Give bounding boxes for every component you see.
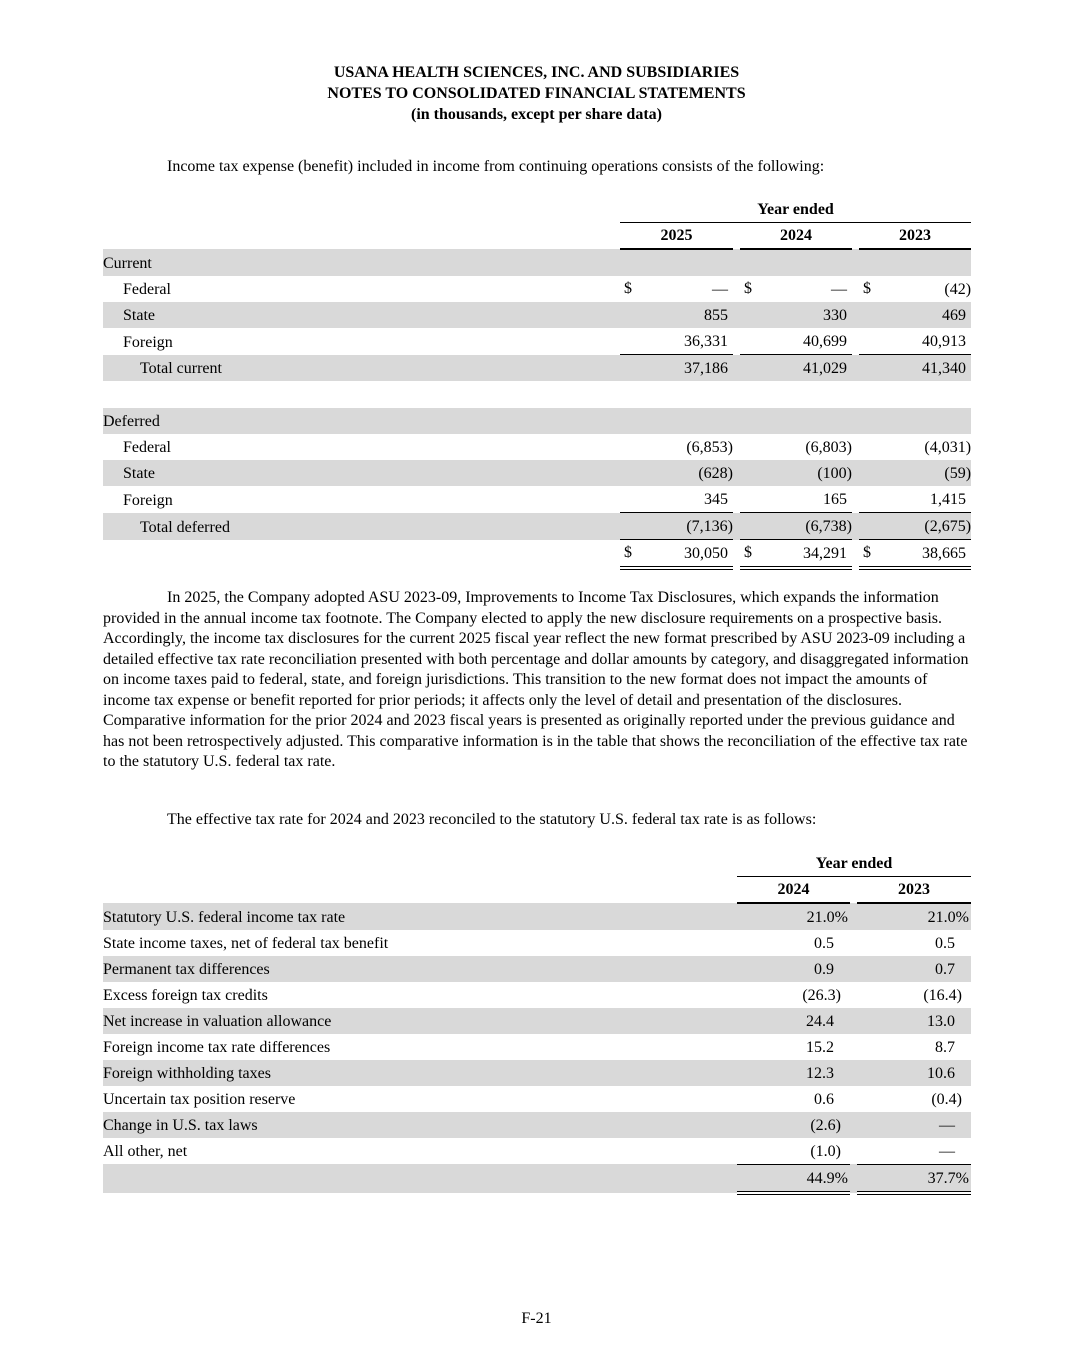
cell-value: 24.4 [737, 1008, 850, 1034]
table-row [103, 1034, 971, 1060]
table-row [103, 381, 971, 408]
cell-value: 855 [620, 302, 733, 328]
cell-value: 0.9 [737, 956, 850, 982]
row-label: Foreign [123, 333, 173, 351]
cell-value: $ 30,050 [620, 540, 733, 569]
cell-value: 330 [740, 302, 852, 328]
cell-value: 0.5 [935, 934, 955, 952]
cell-value: (2.6) [737, 1112, 850, 1138]
cell-value: 165 [740, 486, 852, 513]
row-label: State [103, 460, 620, 486]
table-row [103, 930, 971, 956]
cell-value: (100) [740, 460, 852, 486]
cell-value: 40,699 [740, 328, 852, 355]
row-label: Statutory U.S. federal income tax rate [103, 903, 737, 930]
row-label: State [103, 302, 620, 328]
cell-value: $ (42) [859, 276, 971, 302]
table-row [103, 198, 971, 223]
cell-value: 0.5 [814, 934, 834, 952]
cell-value: 0.6 [814, 1090, 834, 1108]
row-label: Deferred [103, 408, 620, 434]
cell-value: 36,331 [620, 328, 733, 355]
cell-value: 41,340 [859, 355, 971, 382]
rate-table-intro: The effective tax rate for 2024 and 2023 reconciled to the statutory U.S. federal tax rate is as follows: [167, 810, 817, 828]
table-row [103, 1086, 971, 1112]
table-row [103, 852, 971, 877]
table-row [103, 276, 971, 302]
cell-value: (1.0) [737, 1138, 850, 1165]
cell-value: 15.2 [806, 1038, 834, 1056]
dollar-sign: $ [863, 280, 871, 297]
table-row [103, 1164, 971, 1193]
row-label [103, 540, 620, 569]
income-tax-expense-table [103, 198, 971, 570]
company-name: USANA HEALTH SCIENCES, INC. AND SUBSIDIARIES [333, 64, 740, 81]
dollar-sign: $ [624, 280, 632, 297]
table-row [103, 355, 971, 382]
table-row [103, 486, 971, 513]
year-ended-header: Year ended [620, 198, 971, 223]
column-header-2025: 2025 [620, 223, 733, 250]
cell-value: (6,853) [686, 439, 733, 456]
table-row [103, 1008, 971, 1034]
cell-value: (628) [620, 460, 733, 486]
year-ended-header: Year ended [737, 852, 971, 877]
cell-value: (59) [859, 460, 971, 486]
row-label: Foreign withholding taxes [103, 1060, 737, 1086]
dollar-sign: $ [863, 544, 871, 561]
cell-value: 21.0% [737, 903, 850, 930]
column-header-2023: 2023 [857, 876, 971, 903]
cell-value: — [857, 1112, 971, 1138]
row-label: Uncertain tax position reserve [103, 1090, 296, 1108]
row-label: Federal [123, 281, 171, 298]
cell-value: 469 [859, 302, 971, 328]
table-row [103, 876, 971, 903]
cell-value: (6,738) [740, 513, 852, 540]
cell-value: $ — [620, 276, 733, 302]
row-label: Permanent tax differences [103, 956, 737, 982]
column-header-2024: 2024 [737, 876, 850, 903]
cell-value: 0.7 [857, 956, 971, 982]
cell-value: $ 34,291 [740, 540, 852, 569]
row-label: Excess foreign tax credits [103, 986, 268, 1004]
table-row [103, 249, 971, 276]
row-label: Federal [123, 439, 171, 456]
dollar-sign: $ [624, 544, 632, 561]
cell-value: 12.3 [737, 1060, 850, 1086]
table-row [103, 982, 971, 1008]
row-label: Net increase in valuation allowance [103, 1008, 737, 1034]
row-label: All other, net [103, 1143, 188, 1160]
cell-value: (0.4) [931, 1090, 962, 1108]
units-note: (in thousands, except per share data) [411, 106, 662, 123]
cell-value: (7,136) [620, 513, 733, 540]
intro-paragraph: Income tax expense (benefit) included in income from continuing operations consists of the following: [167, 158, 825, 175]
cell-value: (2,675) [859, 513, 971, 540]
cell-value: 1,415 [859, 486, 971, 513]
cell-value: 41,029 [740, 355, 852, 382]
cell-value: 8.7 [935, 1038, 955, 1056]
document-title: NOTES TO CONSOLIDATED FINANCIAL STATEMENTS [327, 85, 746, 102]
row-label: State income taxes, net of federal tax benefit [103, 934, 389, 952]
cell-value: 37,186 [620, 355, 733, 382]
cell-value: 345 [620, 486, 733, 513]
cell-value: (4,031) [924, 439, 972, 456]
cell-value: 10.6 [857, 1060, 971, 1086]
cell-value: 44.9% [737, 1164, 850, 1193]
row-label: Foreign income tax rate differences [103, 1038, 331, 1056]
table-row [103, 1138, 971, 1165]
cell-value: 13.0 [857, 1008, 971, 1034]
row-label: Change in U.S. tax laws [103, 1112, 737, 1138]
row-label: Total deferred [103, 513, 620, 540]
cell-value: 37.7% [857, 1164, 971, 1193]
asu-adoption-paragraph: In 2025, the Company adopted ASU 2023-09, Improvements to Income Tax Disclosures, which expands the information provided in the annual income tax footnote. The Company elected to apply the new disclosure requirements on a prospective basis. Accordingly, the income tax disclosures for the current 2025 fiscal year reflect the new format prescribed by ASU 2023-09 including a detailed effective tax rate reconciliation presented with both percentage and dollar amounts by category, and disaggregated information on income taxes paid to federal, state, and foreign jurisdictions. This transition to the new format does not impact the amounts of income tax expense or benefit reported for prior periods; it affects only the level of detail and presentation of the disclosures. Comparative information for the prior 2024 and 2023 fiscal years is presented as originally reported under the previous guidance and has not been retrospectively adjusted. This comparative information is in the table that shows the reconciliation of the effective tax rate to the statutory U.S. federal tax rate. [103, 589, 969, 770]
table-row [103, 540, 971, 569]
table-row [103, 408, 971, 434]
table-row [103, 302, 971, 328]
table-row [103, 460, 971, 486]
dollar-sign: $ [744, 544, 752, 561]
cell-value: 40,913 [859, 328, 971, 355]
table-row [103, 223, 971, 250]
table-row [103, 434, 971, 460]
table-row [103, 1112, 971, 1138]
effective-tax-rate-table [103, 852, 971, 1195]
cell-value: 21.0% [857, 903, 971, 930]
row-label [103, 1164, 737, 1193]
row-label: Foreign [123, 491, 173, 509]
document-header [103, 62, 970, 125]
row-label: Total current [103, 355, 620, 382]
column-header-2023: 2023 [859, 223, 971, 250]
page-number: F-21 [521, 1310, 552, 1327]
table-row [103, 1060, 971, 1086]
cell-value: (6,803) [805, 439, 852, 456]
cell-value: (16.4) [923, 986, 962, 1004]
table-row [103, 513, 971, 540]
cell-value: $ 38,665 [859, 540, 971, 569]
row-label: Current [103, 249, 620, 276]
cell-value: (26.3) [802, 986, 841, 1004]
cell-value: — [857, 1138, 971, 1165]
table-row [103, 903, 971, 930]
table-row [103, 956, 971, 982]
column-header-2024: 2024 [740, 223, 852, 250]
cell-value: $ — [740, 276, 852, 302]
table-row [103, 328, 971, 355]
dollar-sign: $ [744, 280, 752, 297]
